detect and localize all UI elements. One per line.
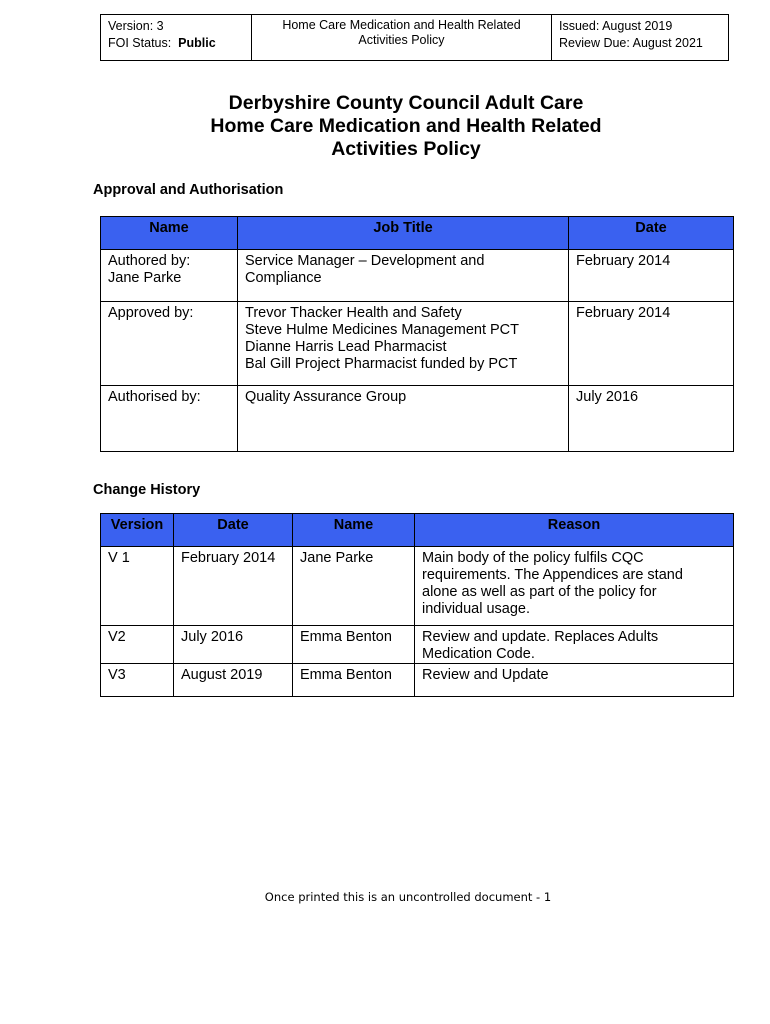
- page-title: [0, 92, 770, 161]
- history-name-cell: Emma Benton: [293, 626, 415, 664]
- approval-name-line: Jane Parke: [108, 270, 182, 286]
- table-row: [101, 664, 734, 697]
- history-name-cell: Jane Parke: [293, 547, 415, 626]
- approval-title-cell: [238, 302, 569, 386]
- history-reason-line: Review and update. Replaces Adults: [422, 629, 659, 645]
- history-reason-line: alone as well as part of the policy for: [422, 584, 657, 600]
- col-header-date: Date: [569, 217, 734, 250]
- history-reason-line: individual usage.: [422, 601, 531, 617]
- approval-title-cell: [238, 250, 569, 302]
- table-row: [101, 386, 734, 452]
- col-header-name: Name: [101, 217, 238, 250]
- history-reason-cell: [415, 626, 734, 664]
- approval-date-cell: July 2016: [569, 386, 734, 452]
- history-date-cell: August 2019: [174, 664, 293, 697]
- col-header-reason: Reason: [415, 514, 734, 547]
- history-reason-line: Review and Update: [422, 667, 549, 683]
- header-policy-line2: Activities Policy: [358, 33, 445, 47]
- table-row: [101, 250, 734, 302]
- approval-name-line: Authored by:: [108, 253, 191, 269]
- history-version-cell: V2: [101, 626, 174, 664]
- foi-value: Public: [178, 36, 216, 50]
- table-row: [101, 302, 734, 386]
- approval-title-line: Dianne Harris Lead Pharmacist: [245, 339, 447, 355]
- history-reason-line: Medication Code.: [422, 646, 535, 662]
- approval-name-cell: [101, 302, 238, 386]
- approval-date-cell: February 2014: [569, 302, 734, 386]
- col-header-job-title: Job Title: [238, 217, 569, 250]
- change-history-heading: Change History: [93, 482, 201, 498]
- title-line-3: Activities Policy: [331, 138, 481, 160]
- history-reason-cell: [415, 547, 734, 626]
- col-header-date: Date: [174, 514, 293, 547]
- approval-title-line: Quality Assurance Group: [245, 389, 407, 405]
- approval-name-line: Approved by:: [108, 305, 194, 321]
- table-row: [101, 547, 734, 626]
- document-header-box: [100, 14, 729, 61]
- history-reason-cell: [415, 664, 734, 697]
- header-dates-cell: [552, 15, 728, 60]
- review-due-date: Review Due: August 2021: [559, 36, 703, 50]
- change-history-table: [100, 513, 734, 697]
- header-policy-cell: [252, 15, 552, 60]
- approval-title-line: Trevor Thacker Health and Safety: [245, 305, 462, 321]
- header-version-cell: [101, 15, 252, 60]
- table-row: [101, 626, 734, 664]
- col-header-name: Name: [293, 514, 415, 547]
- approval-name-line: Authorised by:: [108, 389, 201, 405]
- approval-title-cell: [238, 386, 569, 452]
- col-header-version: Version: [101, 514, 174, 547]
- page-footer: Once printed this is an uncontrolled document - 1: [264, 890, 552, 904]
- issued-date: Issued: August 2019: [559, 19, 673, 33]
- header-policy-line1: Home Care Medication and Health Related: [282, 18, 521, 32]
- history-name-cell: Emma Benton: [293, 664, 415, 697]
- approval-title-line: Service Manager – Development and: [245, 253, 485, 269]
- title-line-1: Derbyshire County Council Adult Care: [228, 92, 584, 114]
- approval-name-cell: [101, 386, 238, 452]
- history-version-cell: V3: [101, 664, 174, 697]
- title-line-2: Home Care Medication and Health Related: [210, 115, 602, 137]
- approval-title-line: Compliance: [245, 270, 322, 286]
- approval-title-line: Steve Hulme Medicines Management PCT: [245, 322, 520, 338]
- history-reason-line: Main body of the policy fulfils CQC: [422, 550, 644, 566]
- history-version-cell: V 1: [101, 547, 174, 626]
- approval-date-cell: February 2014: [569, 250, 734, 302]
- approval-name-cell: [101, 250, 238, 302]
- history-date-cell: February 2014: [174, 547, 293, 626]
- history-date-cell: July 2016: [174, 626, 293, 664]
- approval-table: [100, 216, 734, 452]
- approval-heading: Approval and Authorisation: [93, 182, 284, 198]
- foi-status: [108, 35, 251, 52]
- approval-title-line: Bal Gill Project Pharmacist funded by PCT: [245, 356, 518, 372]
- history-reason-line: requirements. The Appendices are stand: [422, 567, 683, 583]
- foi-label: FOI Status:: [108, 36, 172, 50]
- version-label: Version: 3: [108, 19, 164, 33]
